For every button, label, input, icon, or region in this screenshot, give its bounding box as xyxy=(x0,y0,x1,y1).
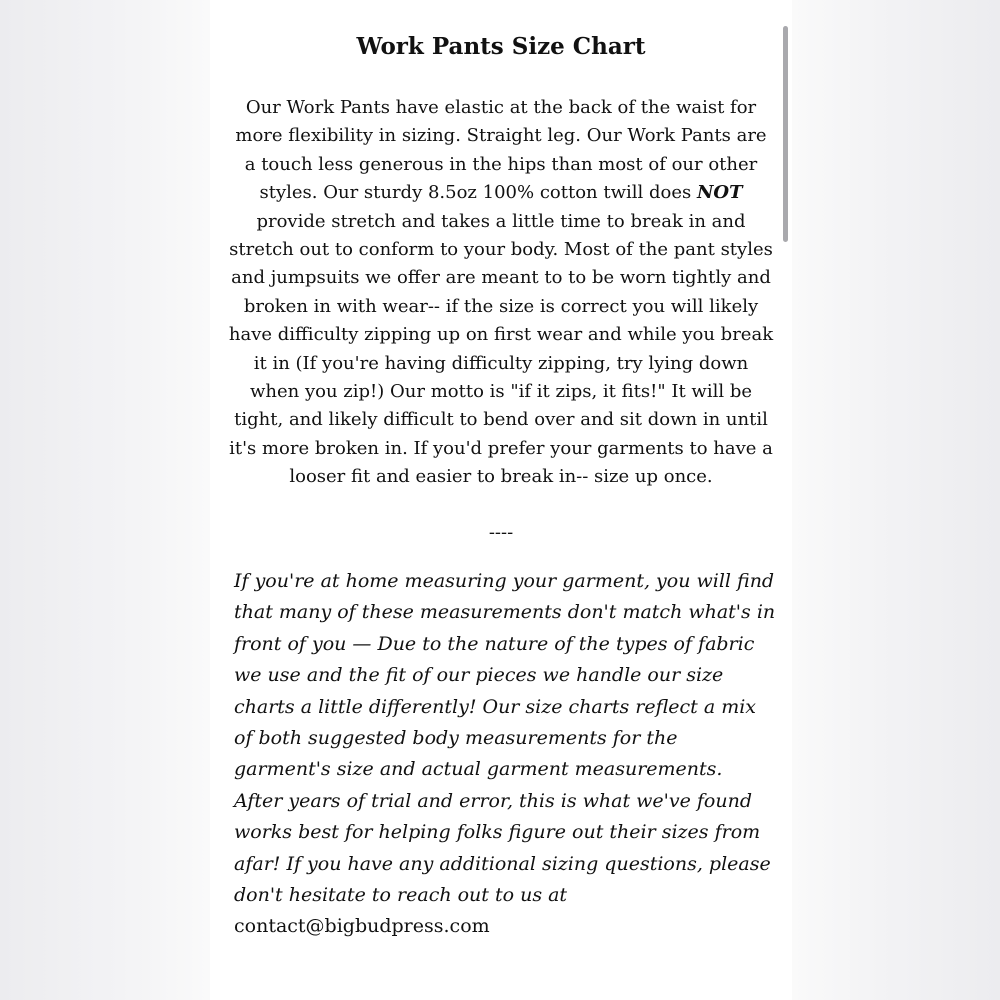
size-chart-panel xyxy=(210,0,792,1000)
contact-email[interactable]: contact@bigbudpress.com xyxy=(234,915,490,938)
intro-text-start: Our Work Pants have elastic at the back of the waist for more flexibility in sizing. Straight leg. Our Work Pants are a touch less generous in the hips than most of our other styles. Our sturdy 8.5oz 100% cotton twill does xyxy=(235,97,767,204)
page-title: Work Pants Size Chart xyxy=(356,33,646,60)
intro-emphasis: NOT xyxy=(696,182,743,204)
vertical-scrollbar[interactable] xyxy=(783,26,788,242)
intro-paragraph xyxy=(228,94,774,492)
section-divider: ---- xyxy=(488,522,514,543)
measurement-note xyxy=(234,566,776,943)
measurement-note-text: If you're at home measuring your garment, you will find that many of these measurements don't match what's in front of you — Due to the nature of the types of fabric we use and the fit of our pieces we handle our size charts a little differently! Our size charts reflect a mix of both suggested body measurements for the garment's size and actual garment measurements. After years of trial and error, this is what we've found works best for helping folks figure out their sizes from afar! If you have any additional sizing questions, please don't hesitate to reach out to us at xyxy=(234,570,776,907)
intro-text-end: provide stretch and takes a little time to break in and stretch out to conform to your body. Most of the pant styles and jumpsuits we offer are meant to to be worn tightly and broken in with wear-- if the size is correct you will likely have difficulty zipping up on first wear and while you break it in (If you're having difficulty zipping, try lying down when you zip!) Our motto is "if it zips, it fits!" It will be tight, and likely difficult to bend over and sit down in until it's more broken in. If you'd prefer your garments to have a looser fit and easier to break in-- size up once. xyxy=(228,210,774,488)
